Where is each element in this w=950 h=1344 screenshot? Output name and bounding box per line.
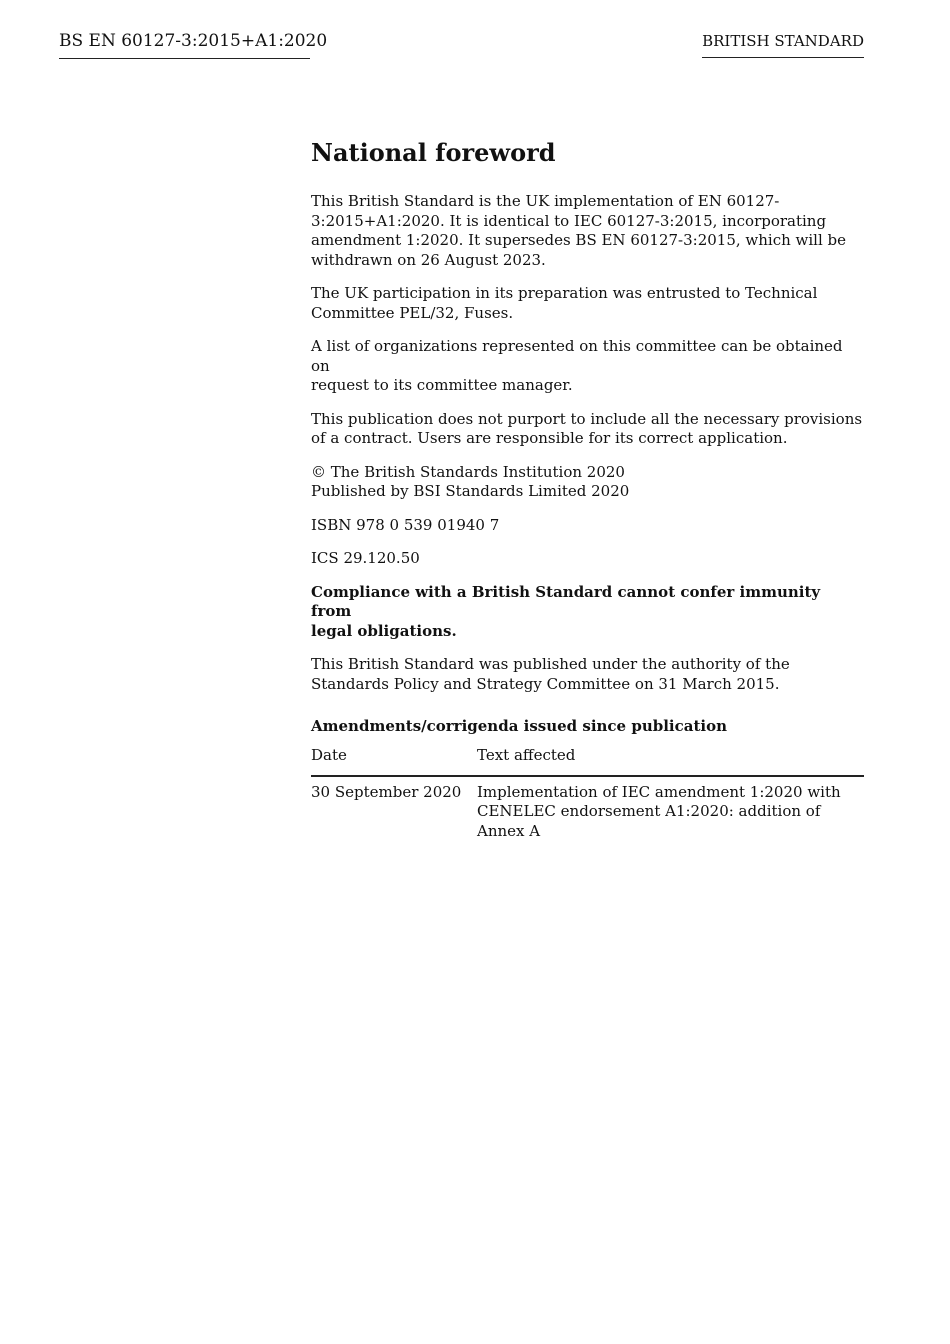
contract-paragraph: [311, 410, 864, 449]
amendment-text: [477, 776, 864, 842]
document-id: BS EN 60127-3:2015+A1:2020: [59, 30, 310, 59]
compliance-statement: [311, 583, 864, 642]
text-line: Compliance with a British Standard cannot confer immunity from: [311, 582, 821, 620]
copyright-paragraph: [311, 463, 864, 502]
text-line: Standards Policy and Strategy Committee on 31 March 2015.: [311, 674, 780, 693]
committee-paragraph: [311, 284, 864, 323]
text-line: withdrawn on 26 August 2023.: [311, 250, 546, 269]
text-line: This British Standard was published under the authority of the: [311, 655, 790, 673]
text-line: © The British Standards Institution 2020: [311, 462, 625, 481]
text-line: Published by BSI Standards Limited 2020: [311, 482, 630, 500]
text-line: of a contract. Users are responsible for its correct application.: [311, 429, 788, 447]
table-row: [311, 776, 864, 842]
ics: [311, 549, 864, 569]
text-line: legal obligations.: [311, 621, 457, 640]
amendment-date: 30 September 2020: [311, 782, 462, 801]
text-line: This British Standard is the UK implementation of EN 60127-: [311, 192, 780, 210]
text-line: This publication does not purport to include all the necessary provisions: [311, 409, 863, 428]
text-line: Annex A: [477, 821, 541, 840]
implementation-paragraph: [311, 192, 864, 270]
amendments-table: [311, 744, 864, 841]
text-line: CENELEC endorsement A1:2020: addition of: [477, 802, 821, 820]
text-line: The UK participation in its preparation was entrusted to Technical: [311, 284, 818, 302]
authority-paragraph: [311, 655, 864, 694]
isbn: [311, 516, 864, 536]
text-line: request to its committee manager.: [311, 376, 573, 394]
column-header-text-affected: Text affected: [477, 744, 864, 776]
column-header-date: Date: [311, 744, 477, 776]
amendments-heading: Amendments/corrigenda issued since publication: [311, 717, 727, 735]
organizations-paragraph: [311, 337, 864, 396]
text-line: Committee PEL/32, Fuses.: [311, 303, 514, 322]
text-line: 3:2015+A1:2020. It is identical to IEC 60127-3:2015, incorporating: [311, 211, 827, 230]
text-line: ISBN 978 0 539 01940 7: [311, 515, 500, 534]
text-line: amendment 1:2020. It supersedes BS EN 60127-3:2015, which will be: [311, 231, 847, 249]
table-header-row: [311, 744, 864, 776]
text-line: A list of organizations represented on this committee can be obtained on: [311, 337, 843, 375]
page-title: National foreword: [311, 138, 556, 167]
text-line: ICS 29.120.50: [311, 549, 420, 567]
foreword-content: [311, 138, 864, 841]
series-label: BRITISH STANDARD: [702, 31, 864, 58]
text-line: Implementation of IEC amendment 1:2020 with: [477, 782, 841, 801]
